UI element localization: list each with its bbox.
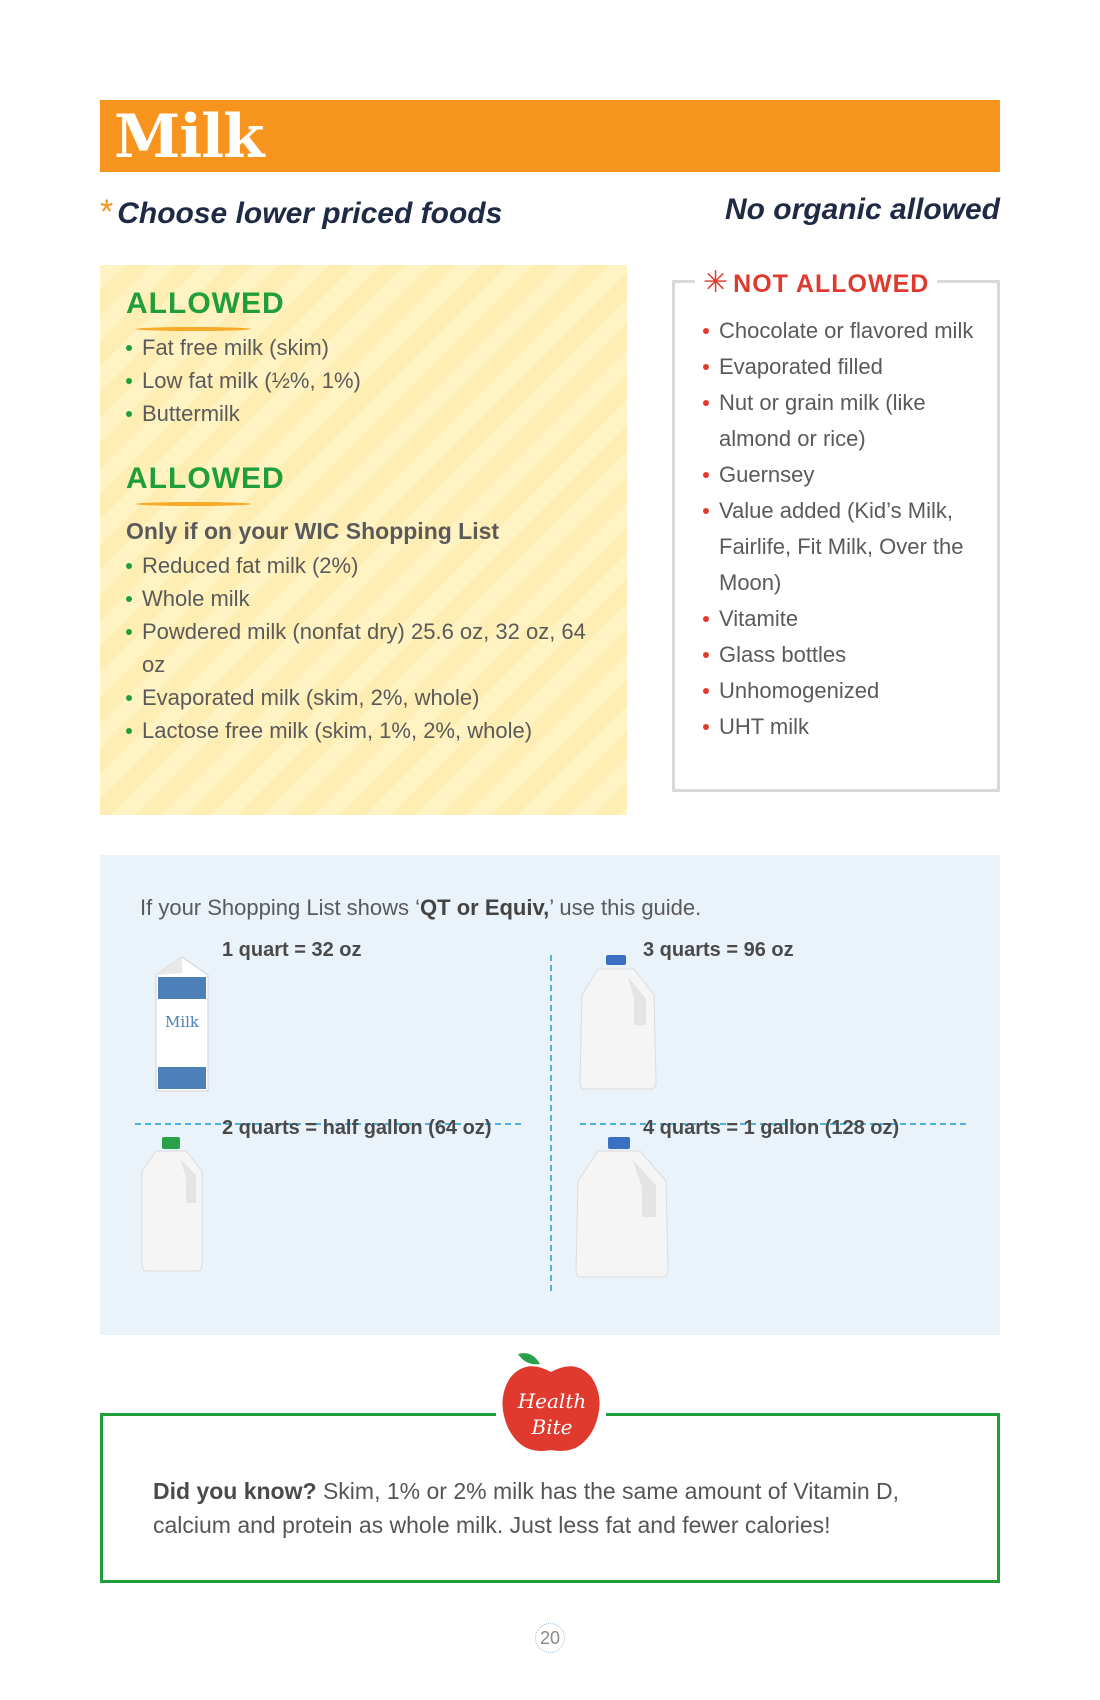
list-item: Lactose free milk (skim, 1%, 2%, whole) [126, 714, 606, 747]
quart-guide-panel [100, 855, 1000, 1335]
list-item: Chocolate or flavored milk [703, 313, 993, 349]
not-allowed-heading [695, 265, 937, 300]
guide-label-three-quarts: 3 quarts = 96 oz [643, 939, 794, 961]
lower-priced-note [100, 193, 502, 232]
health-logo-line2: Bite [531, 1415, 573, 1439]
guide-label-quart: 1 quart = 32 oz [222, 939, 362, 961]
list-item: Reduced fat milk (2%) [126, 549, 606, 582]
list-item: Unhomogenized [703, 673, 993, 709]
not-allowed-heading-text: NOT ALLOWED [733, 270, 930, 298]
page-number: 20 [535, 1623, 565, 1653]
allowed-heading-2-text: ALLOWED [126, 462, 285, 495]
list-item: Powdered milk (nonfat dry) 25.6 oz, 32 oz, 64 oz [126, 615, 606, 681]
guide-intro [140, 895, 701, 921]
guide-label-four-quarts: 4 quarts = 1 gallon (128 oz) [643, 1117, 900, 1139]
allowed-list-1 [126, 331, 606, 430]
vertical-divider [550, 955, 552, 1291]
list-item: Whole milk [126, 582, 606, 615]
guide-intro-text: ’ use this guide. [549, 895, 702, 920]
carton-label: Milk [164, 1013, 200, 1031]
quart-carton-icon [150, 955, 214, 1095]
list-item: Glass bottles [703, 637, 993, 673]
list-item: Low fat milk (½%, 1%) [126, 364, 606, 397]
list-item: Vitamite [703, 601, 993, 637]
title-bar [100, 100, 1000, 172]
list-item: Buttermilk [126, 397, 606, 430]
allowed-panel [100, 265, 627, 815]
list-item: Guernsey [703, 457, 993, 493]
list-item: Nut or grain milk (like almond or rice) [703, 385, 993, 457]
health-bite-body: Skim, 1% or 2% milk has the same amount of Vitamin D, calcium and protein as whole milk. Just less fat and fewer calories! [153, 1478, 900, 1538]
list-item: Value added (Kid’s Milk, Fairlife, Fit Milk, Over the Moon) [703, 493, 993, 601]
guide-intro-bold: QT or Equiv, [420, 895, 550, 920]
health-bite-text [153, 1474, 953, 1542]
guide-intro-text: If your Shopping List shows ‘ [140, 895, 421, 920]
allowed-heading-2 [126, 462, 285, 496]
health-bite-lead: Did you know? [153, 1478, 317, 1504]
list-item: Fat free milk (skim) [126, 331, 606, 364]
three-quart-jug-icon [578, 955, 660, 1091]
allowed-list-2 [126, 549, 606, 747]
wic-list-subheading: Only if on your WIC Shopping List [126, 518, 500, 544]
lower-priced-text: Choose lower priced foods [117, 197, 503, 230]
no-organic-note: No organic allowed [724, 193, 1000, 226]
not-allowed-list [703, 313, 993, 745]
health-bite-apple-icon [496, 1350, 606, 1458]
gallon-jug-icon [574, 1137, 670, 1279]
half-gallon-jug-icon [140, 1137, 206, 1273]
guide-label-two-quarts: 2 quarts = half gallon (64 oz) [222, 1117, 492, 1139]
health-logo-line1: Health [517, 1389, 587, 1413]
list-item: Evaporated filled [703, 349, 993, 385]
allowed-heading-1-text: ALLOWED [126, 287, 285, 320]
list-item: UHT milk [703, 709, 993, 745]
list-item: Evaporated milk (skim, 2%, whole) [126, 681, 606, 714]
allowed-heading-1 [126, 287, 285, 321]
not-allowed-panel [672, 266, 1000, 792]
page-title: Milk [114, 102, 264, 172]
underline-swoosh [136, 502, 251, 506]
not-allowed-icon: ✳ [703, 266, 730, 299]
asterisk-icon: * [100, 193, 114, 231]
